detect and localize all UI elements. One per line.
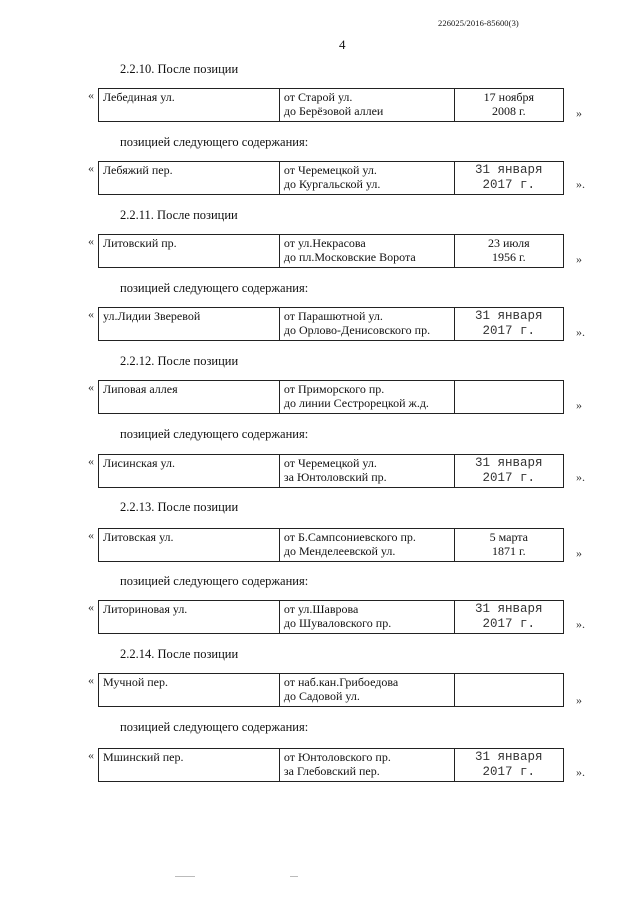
close-quote: ». — [576, 325, 585, 339]
range-from: от Черемецкой ул. — [283, 456, 377, 470]
street-date — [454, 162, 563, 195]
street-date — [454, 749, 563, 782]
range-from: от Черемецкой ул. — [283, 163, 377, 177]
open-quote: « — [88, 161, 94, 175]
street-name: Лебяжий пер. — [99, 162, 280, 195]
section-subheading: позицией следующего содержания: — [120, 135, 309, 149]
close-quote: ». — [576, 765, 585, 779]
section-subheading: позицией следующего содержания: — [120, 281, 309, 295]
range-from: от наб.кан.Грибоедова — [283, 675, 399, 689]
open-quote: « — [88, 673, 94, 687]
range-to: до Шуваловского пр. — [283, 616, 392, 630]
entry-row-old — [88, 673, 594, 713]
date-day: 31 января — [475, 309, 543, 323]
date-year: 2017 г. — [482, 471, 536, 485]
street-date — [454, 308, 563, 341]
scan-artifact — [290, 876, 298, 877]
date-year: 2017 г. — [482, 324, 536, 338]
date-day: 23 июля — [488, 236, 530, 250]
street-name: Литориновая ул. — [99, 601, 280, 634]
range-from: от Юнтоловского пр. — [283, 750, 391, 764]
open-quote: « — [88, 528, 94, 542]
entry-table — [98, 234, 564, 268]
section-heading: 2.2.13. После позиции — [120, 500, 239, 514]
close-quote: ». — [576, 617, 585, 631]
section-heading: 2.2.14. После позиции — [120, 647, 239, 661]
street-name: Лисинская ул. — [99, 455, 280, 488]
range-from: от ул.Некрасова — [283, 236, 366, 250]
scan-artifact — [175, 876, 195, 877]
entry-table — [98, 673, 564, 707]
range-to: до Орлово-Денисовского пр. — [283, 323, 431, 337]
open-quote: « — [88, 748, 94, 762]
close-quote: » — [576, 106, 582, 120]
close-quote: » — [576, 398, 582, 412]
close-quote: » — [576, 693, 582, 707]
entry-row-new — [88, 454, 594, 494]
open-quote: « — [88, 380, 94, 394]
close-quote: » — [576, 252, 582, 266]
entry-table — [98, 454, 564, 488]
date-year: 1956 г. — [492, 250, 526, 264]
street-name: Литовский пр. — [99, 235, 280, 268]
street-range — [279, 674, 454, 707]
range-to: до Менделеевской ул. — [283, 544, 396, 558]
page-number: 4 — [339, 37, 346, 52]
open-quote: « — [88, 307, 94, 321]
entry-table — [98, 380, 564, 414]
date-year: 1871 г. — [492, 544, 526, 558]
street-name: Липовая аллея — [99, 381, 280, 414]
street-date — [454, 601, 563, 634]
entry-row-new — [88, 600, 594, 640]
date-day: 31 января — [475, 456, 543, 470]
street-date — [454, 235, 563, 268]
open-quote: « — [88, 600, 94, 614]
document-number: 226025/2016-85600(3) — [438, 18, 519, 28]
street-name: Мучной пер. — [99, 674, 280, 707]
street-range — [279, 749, 454, 782]
date-year: 2017 г. — [482, 617, 536, 631]
range-to: до пл.Московские Ворота — [283, 250, 416, 264]
range-to: до Садовой ул. — [283, 689, 360, 703]
range-to: за Глебовский пер. — [283, 764, 380, 778]
range-from: от Парашютной ул. — [283, 309, 383, 323]
street-range — [279, 455, 454, 488]
entry-table — [98, 307, 564, 341]
date-day: 17 ноября — [483, 90, 534, 104]
street-range — [279, 529, 454, 562]
open-quote: « — [88, 234, 94, 248]
date-year: 2017 г. — [482, 178, 536, 192]
street-date — [454, 89, 563, 122]
street-date — [454, 381, 563, 414]
street-date — [454, 455, 563, 488]
close-quote: » — [576, 546, 582, 560]
street-range — [279, 601, 454, 634]
entry-row-new — [88, 307, 594, 347]
street-range — [279, 162, 454, 195]
open-quote: « — [88, 454, 94, 468]
street-date — [454, 529, 563, 562]
section-heading: 2.2.12. После позиции — [120, 354, 239, 368]
street-date — [454, 674, 563, 707]
section-heading: 2.2.11. После позиции — [120, 208, 238, 222]
date-year: 2008 г. — [492, 104, 526, 118]
range-from: от Приморского пр. — [283, 382, 385, 396]
street-range — [279, 381, 454, 414]
street-range — [279, 235, 454, 268]
entry-row-old — [88, 234, 594, 274]
date-year: 2017 г. — [482, 765, 536, 779]
open-quote: « — [88, 88, 94, 102]
date-day: 31 января — [475, 163, 543, 177]
section-subheading: позицией следующего содержания: — [120, 720, 309, 734]
entry-table — [98, 88, 564, 122]
section-subheading: позицией следующего содержания: — [120, 574, 309, 588]
range-to: до линии Сестрорецкой ж.д. — [283, 396, 429, 410]
street-name: Лебединая ул. — [99, 89, 280, 122]
date-day: 5 марта — [489, 530, 529, 544]
range-from: от ул.Шаврова — [283, 602, 359, 616]
street-range — [279, 308, 454, 341]
entry-table — [98, 161, 564, 195]
date-day: 31 января — [475, 750, 543, 764]
street-name: ул.Лидии Зверевой — [99, 308, 280, 341]
street-range — [279, 89, 454, 122]
entry-row-new — [88, 748, 594, 788]
close-quote: ». — [576, 177, 585, 191]
close-quote: ». — [576, 470, 585, 484]
entry-table — [98, 528, 564, 562]
range-to: до Берёзовой аллеи — [283, 104, 384, 118]
range-to: за Юнтоловский пр. — [283, 470, 387, 484]
section-subheading: позицией следующего содержания: — [120, 427, 309, 441]
entry-table — [98, 748, 564, 782]
street-name: Литовская ул. — [99, 529, 280, 562]
section-heading: 2.2.10. После позиции — [120, 62, 239, 76]
range-from: от Старой ул. — [283, 90, 353, 104]
range-from: от Б.Сампсониевского пр. — [283, 530, 416, 544]
entry-row-new — [88, 161, 594, 201]
entry-row-old — [88, 88, 594, 128]
entry-row-old — [88, 380, 594, 420]
range-to: до Кургальской ул. — [283, 177, 381, 191]
entry-row-old — [88, 528, 594, 568]
street-name: Мшинский пер. — [99, 749, 280, 782]
date-day: 31 января — [475, 602, 543, 616]
entry-table — [98, 600, 564, 634]
